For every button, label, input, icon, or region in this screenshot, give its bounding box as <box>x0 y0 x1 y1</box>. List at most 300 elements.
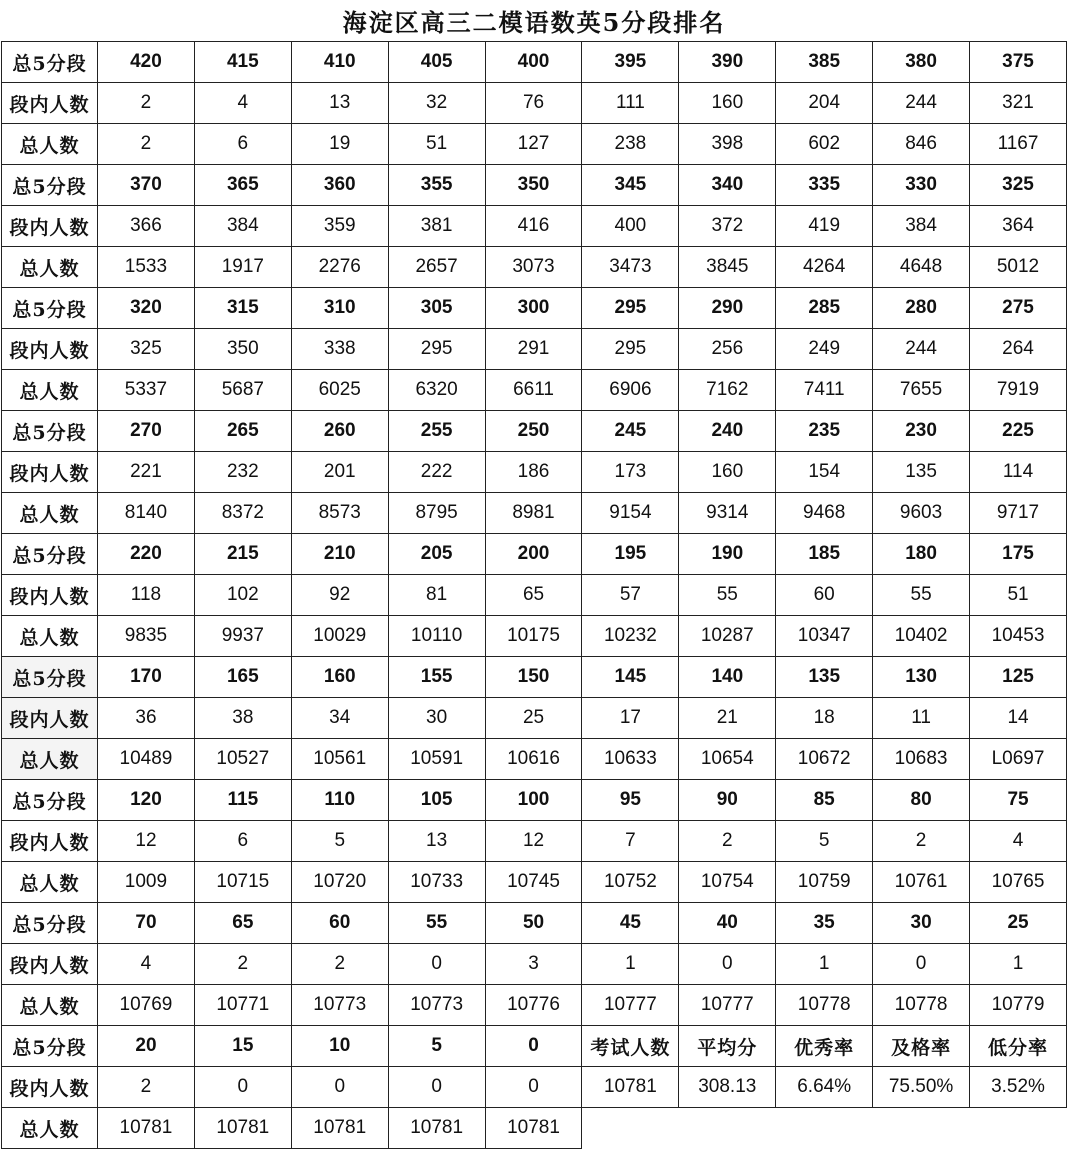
summary-value: 6.64% <box>776 1067 873 1108</box>
score-cell: 335 <box>776 165 873 206</box>
count-cell: 12 <box>98 821 195 862</box>
score-row <box>2 780 1067 821</box>
total-cell: 10781 <box>291 1108 388 1149</box>
count-row <box>2 206 1067 247</box>
count-cell: 38 <box>194 698 291 739</box>
score-cell: 85 <box>776 780 873 821</box>
score-cell: 110 <box>291 780 388 821</box>
count-cell: 118 <box>98 575 195 616</box>
count-cell: 2 <box>679 821 776 862</box>
total-cell: 6320 <box>388 370 485 411</box>
score-row <box>2 411 1067 452</box>
total-cell: 10347 <box>776 616 873 657</box>
score-cell: 120 <box>98 780 195 821</box>
score-row <box>2 165 1067 206</box>
score-cell: 215 <box>194 534 291 575</box>
total-cell: 6906 <box>582 370 679 411</box>
count-cell: 13 <box>388 821 485 862</box>
total-row <box>2 1108 1067 1149</box>
total-cell: 9717 <box>970 493 1067 534</box>
count-cell: 18 <box>776 698 873 739</box>
count-cell: 21 <box>679 698 776 739</box>
table-title: 海淀区高三二模语数英5分段排名 <box>342 7 726 37</box>
total-cell: 8372 <box>194 493 291 534</box>
empty-cell <box>582 1108 679 1149</box>
total-cell: 3845 <box>679 247 776 288</box>
total-cell: 10765 <box>970 862 1067 903</box>
count-cell: 12 <box>485 821 582 862</box>
score-cell: 355 <box>388 165 485 206</box>
total-cell: 10453 <box>970 616 1067 657</box>
score-cell: 20 <box>98 1026 195 1067</box>
total-cell: 10771 <box>194 985 291 1026</box>
total-row <box>2 862 1067 903</box>
score-row <box>2 534 1067 575</box>
count-cell: 321 <box>970 83 1067 124</box>
count-cell: 154 <box>776 452 873 493</box>
score-cell: 365 <box>194 165 291 206</box>
total-row <box>2 493 1067 534</box>
count-cell: 60 <box>776 575 873 616</box>
count-cell: 13 <box>291 83 388 124</box>
count-cell: 76 <box>485 83 582 124</box>
total-cell: 127 <box>485 124 582 165</box>
score-rank-table <box>1 41 1067 1149</box>
row-label: 段内人数 <box>2 1067 98 1108</box>
total-cell: 10773 <box>291 985 388 1026</box>
count-cell: 173 <box>582 452 679 493</box>
total-cell: 6611 <box>485 370 582 411</box>
score-cell: 420 <box>98 42 195 83</box>
score-row <box>2 288 1067 329</box>
score-cell: 345 <box>582 165 679 206</box>
total-cell: 10616 <box>485 739 582 780</box>
score-cell: 35 <box>776 903 873 944</box>
count-row <box>2 83 1067 124</box>
count-cell: 135 <box>873 452 970 493</box>
score-cell: 155 <box>388 657 485 698</box>
count-cell: 14 <box>970 698 1067 739</box>
row-label: 总人数 <box>2 985 98 1026</box>
total-cell: 10769 <box>98 985 195 1026</box>
total-cell: 2657 <box>388 247 485 288</box>
score-cell: 245 <box>582 411 679 452</box>
summary-value: 308.13 <box>679 1067 776 1108</box>
score-cell: 415 <box>194 42 291 83</box>
summary-value: 75.50% <box>873 1067 970 1108</box>
count-cell: 4 <box>98 944 195 985</box>
score-cell: 385 <box>776 42 873 83</box>
count-cell: 325 <box>98 329 195 370</box>
count-row <box>2 329 1067 370</box>
count-cell: 0 <box>873 944 970 985</box>
count-cell: 0 <box>291 1067 388 1108</box>
count-cell: 3 <box>485 944 582 985</box>
total-row <box>2 616 1067 657</box>
count-cell: 51 <box>970 575 1067 616</box>
table-body <box>2 42 1067 1149</box>
count-cell: 92 <box>291 575 388 616</box>
score-cell: 70 <box>98 903 195 944</box>
score-cell: 300 <box>485 288 582 329</box>
count-cell: 366 <box>98 206 195 247</box>
score-cell: 400 <box>485 42 582 83</box>
count-cell: 0 <box>485 1067 582 1108</box>
total-cell: 7919 <box>970 370 1067 411</box>
count-row <box>2 452 1067 493</box>
count-cell: 295 <box>388 329 485 370</box>
score-cell: 50 <box>485 903 582 944</box>
score-cell: 190 <box>679 534 776 575</box>
score-cell: 325 <box>970 165 1067 206</box>
total-cell: 9314 <box>679 493 776 534</box>
total-row <box>2 247 1067 288</box>
count-cell: 25 <box>485 698 582 739</box>
count-cell: 350 <box>194 329 291 370</box>
count-cell: 232 <box>194 452 291 493</box>
score-cell: 235 <box>776 411 873 452</box>
score-cell: 220 <box>98 534 195 575</box>
total-cell: 2 <box>98 124 195 165</box>
count-cell: 359 <box>291 206 388 247</box>
score-cell: 260 <box>291 411 388 452</box>
total-cell: 6025 <box>291 370 388 411</box>
count-row <box>2 575 1067 616</box>
score-cell: 295 <box>582 288 679 329</box>
total-row <box>2 124 1067 165</box>
count-cell: 11 <box>873 698 970 739</box>
total-cell: 10489 <box>98 739 195 780</box>
score-cell: 125 <box>970 657 1067 698</box>
total-cell: 10779 <box>970 985 1067 1026</box>
total-cell: 10654 <box>679 739 776 780</box>
row-label: 总5分段 <box>2 1026 98 1067</box>
row-label: 总5分段 <box>2 42 98 83</box>
row-label: 总人数 <box>2 247 98 288</box>
row-label: 总人数 <box>2 739 98 780</box>
total-cell: 10527 <box>194 739 291 780</box>
total-cell: 10715 <box>194 862 291 903</box>
count-cell: 256 <box>679 329 776 370</box>
total-cell: 5012 <box>970 247 1067 288</box>
summary-header: 平均分 <box>679 1026 776 1067</box>
score-cell: 265 <box>194 411 291 452</box>
count-cell: 2 <box>873 821 970 862</box>
summary-value: 10781 <box>582 1067 679 1108</box>
count-cell: 295 <box>582 329 679 370</box>
count-cell: 111 <box>582 83 679 124</box>
total-cell: 7162 <box>679 370 776 411</box>
total-cell: 10777 <box>582 985 679 1026</box>
score-cell: 195 <box>582 534 679 575</box>
count-cell: 5 <box>776 821 873 862</box>
total-cell: 5337 <box>98 370 195 411</box>
total-cell: 51 <box>388 124 485 165</box>
count-cell: 114 <box>970 452 1067 493</box>
score-cell: 150 <box>485 657 582 698</box>
total-cell: 8140 <box>98 493 195 534</box>
total-cell: 1167 <box>970 124 1067 165</box>
score-cell: 25 <box>970 903 1067 944</box>
total-cell: 10759 <box>776 862 873 903</box>
score-cell: 55 <box>388 903 485 944</box>
score-cell: 320 <box>98 288 195 329</box>
total-cell: 10781 <box>388 1108 485 1149</box>
total-cell: 10773 <box>388 985 485 1026</box>
total-cell: 10029 <box>291 616 388 657</box>
count-cell: 55 <box>873 575 970 616</box>
score-cell: 200 <box>485 534 582 575</box>
row-label: 段内人数 <box>2 575 98 616</box>
summary-header: 优秀率 <box>776 1026 873 1067</box>
count-cell: 416 <box>485 206 582 247</box>
total-cell: 8795 <box>388 493 485 534</box>
count-cell: 244 <box>873 329 970 370</box>
total-cell: 1533 <box>98 247 195 288</box>
total-cell: 10754 <box>679 862 776 903</box>
row-label: 总5分段 <box>2 780 98 821</box>
row-label: 总5分段 <box>2 165 98 206</box>
total-cell: L0697 <box>970 739 1067 780</box>
score-cell: 290 <box>679 288 776 329</box>
row-label: 段内人数 <box>2 83 98 124</box>
row-label: 段内人数 <box>2 329 98 370</box>
score-cell: 230 <box>873 411 970 452</box>
score-cell: 375 <box>970 42 1067 83</box>
total-cell: 4648 <box>873 247 970 288</box>
score-cell: 170 <box>98 657 195 698</box>
count-cell: 34 <box>291 698 388 739</box>
count-cell: 32 <box>388 83 485 124</box>
count-cell: 30 <box>388 698 485 739</box>
count-cell: 0 <box>679 944 776 985</box>
count-cell: 186 <box>485 452 582 493</box>
total-cell: 10778 <box>776 985 873 1026</box>
row-label: 段内人数 <box>2 944 98 985</box>
count-cell: 0 <box>388 944 485 985</box>
score-cell: 380 <box>873 42 970 83</box>
summary-value: 3.52% <box>970 1067 1067 1108</box>
score-row <box>2 657 1067 698</box>
total-row <box>2 739 1067 780</box>
total-cell: 10781 <box>98 1108 195 1149</box>
score-row <box>2 903 1067 944</box>
total-cell: 3473 <box>582 247 679 288</box>
total-cell: 10777 <box>679 985 776 1026</box>
total-cell: 10232 <box>582 616 679 657</box>
score-cell: 305 <box>388 288 485 329</box>
total-cell: 1917 <box>194 247 291 288</box>
total-cell: 9937 <box>194 616 291 657</box>
total-cell: 10776 <box>485 985 582 1026</box>
total-cell: 10591 <box>388 739 485 780</box>
total-cell: 10761 <box>873 862 970 903</box>
total-cell: 8573 <box>291 493 388 534</box>
score-cell: 285 <box>776 288 873 329</box>
count-cell: 4 <box>194 83 291 124</box>
count-cell: 204 <box>776 83 873 124</box>
count-cell: 338 <box>291 329 388 370</box>
count-cell: 222 <box>388 452 485 493</box>
count-cell: 381 <box>388 206 485 247</box>
score-cell: 65 <box>194 903 291 944</box>
count-cell: 249 <box>776 329 873 370</box>
score-cell: 350 <box>485 165 582 206</box>
score-row <box>2 42 1067 83</box>
count-cell: 102 <box>194 575 291 616</box>
count-row <box>2 944 1067 985</box>
count-cell: 384 <box>873 206 970 247</box>
score-row <box>2 1026 1067 1067</box>
row-label: 段内人数 <box>2 698 98 739</box>
score-cell: 180 <box>873 534 970 575</box>
count-cell: 81 <box>388 575 485 616</box>
score-cell: 0 <box>485 1026 582 1067</box>
score-cell: 115 <box>194 780 291 821</box>
count-cell: 2 <box>194 944 291 985</box>
score-cell: 205 <box>388 534 485 575</box>
total-cell: 3073 <box>485 247 582 288</box>
score-cell: 45 <box>582 903 679 944</box>
row-label: 总人数 <box>2 862 98 903</box>
count-cell: 201 <box>291 452 388 493</box>
total-cell: 10781 <box>194 1108 291 1149</box>
count-cell: 1 <box>776 944 873 985</box>
total-cell: 10720 <box>291 862 388 903</box>
empty-cell <box>970 1108 1067 1149</box>
score-cell: 340 <box>679 165 776 206</box>
score-cell: 10 <box>291 1026 388 1067</box>
row-label: 总5分段 <box>2 903 98 944</box>
row-label: 总5分段 <box>2 534 98 575</box>
total-row <box>2 370 1067 411</box>
count-cell: 264 <box>970 329 1067 370</box>
count-cell: 55 <box>679 575 776 616</box>
row-label: 总人数 <box>2 1108 98 1149</box>
score-cell: 360 <box>291 165 388 206</box>
count-cell: 7 <box>582 821 679 862</box>
total-cell: 238 <box>582 124 679 165</box>
count-cell: 4 <box>970 821 1067 862</box>
score-cell: 95 <box>582 780 679 821</box>
count-cell: 2 <box>98 83 195 124</box>
total-cell: 846 <box>873 124 970 165</box>
empty-cell <box>873 1108 970 1149</box>
total-cell: 8981 <box>485 493 582 534</box>
score-cell: 90 <box>679 780 776 821</box>
count-cell: 36 <box>98 698 195 739</box>
count-cell: 364 <box>970 206 1067 247</box>
count-row <box>2 698 1067 739</box>
total-cell: 7655 <box>873 370 970 411</box>
count-cell: 160 <box>679 83 776 124</box>
row-label: 总5分段 <box>2 288 98 329</box>
row-label: 总人数 <box>2 370 98 411</box>
score-cell: 5 <box>388 1026 485 1067</box>
total-cell: 398 <box>679 124 776 165</box>
count-cell: 65 <box>485 575 582 616</box>
total-cell: 4264 <box>776 247 873 288</box>
score-cell: 80 <box>873 780 970 821</box>
score-cell: 160 <box>291 657 388 698</box>
count-cell: 244 <box>873 83 970 124</box>
total-cell: 10781 <box>485 1108 582 1149</box>
score-cell: 240 <box>679 411 776 452</box>
score-cell: 145 <box>582 657 679 698</box>
row-label: 总人数 <box>2 493 98 534</box>
total-cell: 10633 <box>582 739 679 780</box>
score-cell: 140 <box>679 657 776 698</box>
count-row <box>2 1067 1067 1108</box>
count-cell: 57 <box>582 575 679 616</box>
total-cell: 2276 <box>291 247 388 288</box>
total-cell: 9835 <box>98 616 195 657</box>
row-label: 总5分段 <box>2 657 98 698</box>
score-cell: 405 <box>388 42 485 83</box>
empty-cell <box>679 1108 776 1149</box>
score-cell: 330 <box>873 165 970 206</box>
row-label: 段内人数 <box>2 821 98 862</box>
total-cell: 10402 <box>873 616 970 657</box>
count-cell: 221 <box>98 452 195 493</box>
count-cell: 384 <box>194 206 291 247</box>
score-cell: 185 <box>776 534 873 575</box>
total-cell: 10287 <box>679 616 776 657</box>
count-cell: 6 <box>194 821 291 862</box>
total-cell: 10752 <box>582 862 679 903</box>
total-cell: 7411 <box>776 370 873 411</box>
score-cell: 100 <box>485 780 582 821</box>
count-cell: 2 <box>98 1067 195 1108</box>
total-row <box>2 985 1067 1026</box>
score-cell: 15 <box>194 1026 291 1067</box>
count-cell: 1 <box>970 944 1067 985</box>
row-label: 总5分段 <box>2 411 98 452</box>
total-cell: 10672 <box>776 739 873 780</box>
total-cell: 10110 <box>388 616 485 657</box>
score-cell: 225 <box>970 411 1067 452</box>
score-cell: 370 <box>98 165 195 206</box>
count-cell: 0 <box>388 1067 485 1108</box>
total-cell: 9603 <box>873 493 970 534</box>
score-cell: 255 <box>388 411 485 452</box>
score-cell: 130 <box>873 657 970 698</box>
row-label: 段内人数 <box>2 452 98 493</box>
count-cell: 372 <box>679 206 776 247</box>
total-cell: 10733 <box>388 862 485 903</box>
count-cell: 17 <box>582 698 679 739</box>
empty-cell <box>776 1108 873 1149</box>
score-cell: 270 <box>98 411 195 452</box>
count-cell: 400 <box>582 206 679 247</box>
count-cell: 1 <box>582 944 679 985</box>
total-cell: 10778 <box>873 985 970 1026</box>
total-cell: 5687 <box>194 370 291 411</box>
score-cell: 250 <box>485 411 582 452</box>
total-cell: 10561 <box>291 739 388 780</box>
count-cell: 419 <box>776 206 873 247</box>
score-cell: 40 <box>679 903 776 944</box>
score-cell: 395 <box>582 42 679 83</box>
count-cell: 0 <box>194 1067 291 1108</box>
total-cell: 10175 <box>485 616 582 657</box>
row-label: 总人数 <box>2 616 98 657</box>
total-cell: 9468 <box>776 493 873 534</box>
score-cell: 175 <box>970 534 1067 575</box>
summary-header: 及格率 <box>873 1026 970 1067</box>
total-cell: 9154 <box>582 493 679 534</box>
score-cell: 280 <box>873 288 970 329</box>
